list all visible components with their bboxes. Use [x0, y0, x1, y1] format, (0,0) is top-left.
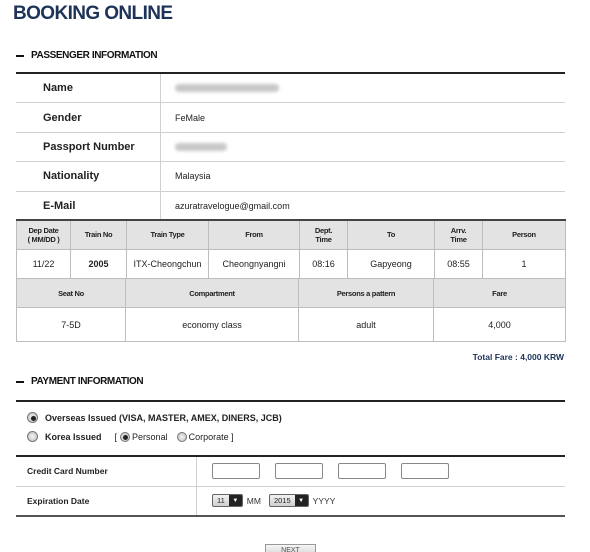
expiration-label: Expiration Date — [16, 487, 197, 515]
year-select[interactable] — [269, 494, 309, 507]
section-dash-icon — [16, 55, 24, 57]
passenger-row-email — [16, 192, 565, 221]
seat-fare-table — [16, 278, 566, 342]
name-label: Name — [16, 74, 161, 102]
header-to: To — [348, 220, 435, 249]
passenger-row-gender — [16, 103, 565, 132]
passport-redacted — [175, 143, 227, 151]
nationality-label: Nationality — [16, 162, 161, 190]
korea-label: Korea Issued — [45, 431, 102, 442]
passenger-row-name — [16, 74, 565, 103]
card-number-field-3[interactable] — [338, 463, 386, 479]
payment-section-heading — [16, 376, 143, 387]
header-from: From — [209, 220, 300, 249]
cell-dept-time: 08:16 — [300, 249, 348, 278]
email-value: azuratravelogue@gmail.com — [175, 200, 290, 211]
header-fare: Fare — [434, 279, 566, 308]
overseas-label: Overseas Issued (VISA, MASTER, AMEX, DINERS, JCB) — [45, 412, 282, 423]
header-person: Person — [483, 220, 566, 249]
passport-value — [161, 133, 565, 161]
month-unit: MM — [246, 495, 261, 506]
cell-fare: 4,000 — [434, 308, 566, 342]
gender-value: FeMale — [175, 112, 206, 123]
header-dept-time: Dept. Time — [300, 220, 348, 249]
passenger-heading-text: PASSENGER INFORMATION — [31, 50, 158, 61]
overseas-option[interactable] — [27, 412, 282, 423]
personal-label: Personal — [132, 431, 168, 442]
header-train-no: Train No — [71, 220, 127, 249]
header-arrv-time: Arrv. Time — [435, 220, 483, 249]
header-dep-date: Dep Date ( MM/DD ) — [17, 220, 71, 249]
next-button[interactable]: NEXT — [265, 544, 316, 552]
expiration-selects — [197, 487, 565, 515]
overseas-radio[interactable] — [27, 412, 38, 423]
month-select[interactable] — [212, 494, 243, 507]
nationality-value: Malaysia — [175, 171, 211, 182]
cell-train-type: ITX-Cheongchun — [127, 249, 209, 278]
card-number-field-2[interactable] — [275, 463, 323, 479]
cell-compartment: economy class — [126, 308, 299, 342]
payment-divider — [16, 400, 565, 402]
year-select-value: 2015 — [273, 496, 291, 505]
passenger-info-table — [16, 72, 565, 221]
cell-dep-date: 11/22 — [17, 249, 71, 278]
header-persons-pattern: Persons a pattern — [299, 279, 434, 308]
chevron-down-icon[interactable]: ▼ — [295, 494, 308, 507]
cell-to: Gapyeong — [348, 249, 435, 278]
korea-option[interactable] — [27, 431, 234, 442]
cell-persons-pattern: adult — [299, 308, 434, 342]
cell-person: 1 — [483, 249, 566, 278]
header-train-type: Train Type — [127, 220, 209, 249]
total-fare: Total Fare : 4,000 KRW — [472, 352, 564, 362]
passenger-row-nationality — [16, 162, 565, 191]
cell-arrv-time: 08:55 — [435, 249, 483, 278]
card-number-field-1[interactable] — [212, 463, 260, 479]
expiration-row — [16, 487, 565, 517]
section-dash-icon — [16, 381, 24, 383]
gender-label: Gender — [16, 103, 161, 131]
corporate-radio[interactable] — [177, 432, 187, 442]
cell-seat-no: 7-5D — [17, 308, 126, 342]
month-select-value: 11 — [217, 496, 225, 505]
passenger-row-passport — [16, 133, 565, 162]
passenger-section-heading — [16, 50, 157, 61]
chevron-down-icon[interactable]: ▼ — [229, 494, 242, 507]
corporate-label: Corporate ] — [188, 431, 234, 442]
header-seat-no: Seat No — [17, 279, 126, 308]
passport-label: Passport Number — [16, 133, 161, 161]
name-value — [161, 74, 565, 102]
card-number-field-4[interactable] — [401, 463, 449, 479]
page-title: BOOKING ONLINE — [13, 3, 173, 24]
card-number-row — [16, 457, 565, 487]
korea-radio[interactable] — [27, 431, 38, 442]
email-label: E-Mail — [16, 192, 161, 220]
cell-from: Cheongnyangni — [209, 249, 300, 278]
header-compartment: Compartment — [126, 279, 299, 308]
train-schedule-table — [16, 219, 566, 279]
bracket-open: [ — [114, 431, 118, 442]
card-number-inputs — [197, 457, 565, 486]
payment-heading-text: PAYMENT INFORMATION — [31, 376, 144, 387]
name-redacted — [175, 84, 279, 92]
card-number-label: Credit Card Number — [16, 457, 197, 486]
personal-radio[interactable] — [120, 432, 130, 442]
card-details-table — [16, 455, 565, 517]
cell-train-no: 2005 — [71, 249, 127, 278]
year-unit: YYYY — [312, 495, 336, 506]
